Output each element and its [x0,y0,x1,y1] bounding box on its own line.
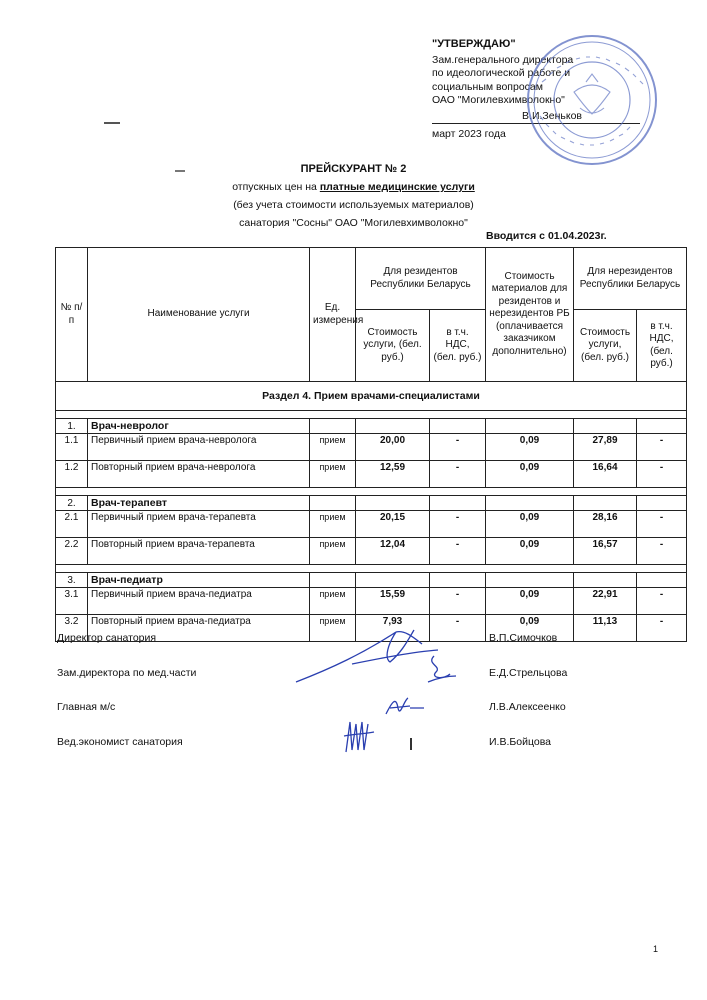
row-num: 1.1 [56,434,88,461]
row-res-cost: 7,93 [356,615,430,642]
row-nonres-vat: - [637,434,687,461]
header-residents-cost: Стоимость услуги, (бел. руб.) [356,310,430,382]
row-res-vat: - [430,511,486,538]
row-unit: прием [310,434,356,461]
header-name: Наименование услуги [88,248,310,382]
scan-mark [175,170,185,172]
approval-line: ОАО "Могилевхимволокно" [432,94,565,106]
header-unit: Ед. измерения [310,248,356,382]
row-materials: 0,09 [486,588,574,615]
valid-from: Вводится с 01.04.2023г. [486,230,607,242]
scan-mark [410,738,412,750]
section-row [56,382,687,411]
row-materials: 0,09 [486,511,574,538]
spacer-row [56,411,687,419]
signature-role: Зам.директора по мед.части [57,666,197,679]
group-name: Врач-невролог [88,419,310,434]
approval-line: социальным вопросам [432,80,543,93]
row-nonres-vat: - [637,538,687,565]
title-line-2: (без учета стоимости используемых материалов) [233,199,474,211]
header-nonresidents-vat: в т.ч. НДС, (бел. руб.) [637,310,687,382]
row-service: Первичный прием врача-невролога [88,434,310,461]
group-name: Врач-терапевт [88,496,310,511]
row-res-cost: 12,59 [356,461,430,488]
table-row [56,588,687,615]
row-res-cost: 15,59 [356,588,430,615]
table-row [56,461,687,488]
approval-signer: В.И.Зеньков [432,110,640,125]
row-service: Первичный прием врача-терапевта [88,511,310,538]
row-unit: прием [310,615,356,642]
header-nonresidents: Для нерезидентов Республики Беларусь [574,248,687,310]
row-nonres-vat: - [637,461,687,488]
signature-person: Е.Д.Стрельцова [489,666,568,679]
section-title: Раздел 4. Прием врачами-специалистами [56,382,687,411]
row-nonres-vat: - [637,588,687,615]
row-num: 2.2 [56,538,88,565]
approval-heading: "УТВЕРЖДАЮ" [432,38,516,50]
row-nonres-cost: 27,89 [574,434,637,461]
table-row [56,511,687,538]
row-num: 3.1 [56,588,88,615]
row-res-vat: - [430,461,486,488]
row-nonres-cost: 16,64 [574,461,637,488]
row-nonres-cost: 22,91 [574,588,637,615]
row-num: 1.2 [56,461,88,488]
group-name: Врач-педиатр [88,573,310,588]
spacer-row [56,488,687,496]
title-block [0,160,707,232]
group-row [56,419,687,434]
row-res-vat: - [430,538,486,565]
row-service: Повторный прием врача-терапевта [88,538,310,565]
round-stamp-icon [522,30,662,170]
row-res-vat: - [430,434,486,461]
row-nonres-cost: 11,13 [574,615,637,642]
header-materials: Стоимость материалов для резидентов и нерезидентов РБ (оплачивается заказчиком дополнительно) [486,248,574,382]
page-number: 1 [653,944,659,954]
table-row [56,538,687,565]
signature-person: В.П.Симочков [489,632,558,644]
row-res-vat: - [430,588,486,615]
signature-role: Вед.экономист санатория [57,735,183,748]
title-prefix: отпускных цен на [232,181,317,193]
group-num: 3. [56,573,88,588]
row-nonres-cost: 28,16 [574,511,637,538]
row-unit: прием [310,588,356,615]
row-unit: прием [310,538,356,565]
signature-person: Л.В.Алексеенко [489,701,566,713]
header-residents: Для резидентов Республики Беларусь [356,248,486,310]
signature-person: И.В.Бойцова [489,735,552,748]
group-num: 2. [56,496,88,511]
row-res-vat: - [430,615,486,642]
header-nonresidents-cost: Стоимость услуги, (бел. руб.) [574,310,637,382]
row-materials: 0,09 [486,538,574,565]
group-num: 1. [56,419,88,434]
row-service: Повторный прием врача-педиатра [88,615,310,642]
approval-line: Зам.генерального директора [432,53,574,66]
row-service: Первичный прием врача-педиатра [88,588,310,615]
price-table [55,247,687,642]
row-service: Повторный прием врача-невролога [88,461,310,488]
scan-mark [104,122,120,124]
group-row [56,573,687,588]
row-res-cost: 20,15 [356,511,430,538]
title-line-3: санатория "Сосны" ОАО "Могилевхимволокно" [239,217,468,229]
signature-role: Главная м/с [57,701,116,713]
row-materials: 0,09 [486,434,574,461]
price-list-title: ПРЕЙСКУРАНТ № 2 [300,163,407,175]
row-res-cost: 20,00 [356,434,430,461]
nurse-signature-icon [380,692,430,724]
signature-role: Директор санатория [57,632,157,644]
row-res-cost: 12,04 [356,538,430,565]
row-num: 3.2 [56,615,88,642]
group-row [56,496,687,511]
header-num: № п/п [56,248,88,382]
header-row [56,248,687,310]
approval-line: по идеологической работе и [432,67,571,79]
row-materials: 0,09 [486,615,574,642]
spacer-row [56,565,687,573]
title-emphasis: платные медицинские услуги [319,181,475,193]
deputy-signature-icon [420,650,460,686]
approval-date: март 2023 года [432,128,506,140]
row-nonres-vat: - [637,511,687,538]
header-residents-vat: в т.ч. НДС, (бел. руб.) [430,310,486,382]
row-num: 2.1 [56,511,88,538]
table-row [56,434,687,461]
row-nonres-vat: - [637,615,687,642]
economist-signature-icon [340,716,380,756]
row-nonres-cost: 16,57 [574,538,637,565]
row-materials: 0,09 [486,461,574,488]
title-line-1 [0,178,707,196]
row-unit: прием [310,511,356,538]
row-unit: прием [310,461,356,488]
